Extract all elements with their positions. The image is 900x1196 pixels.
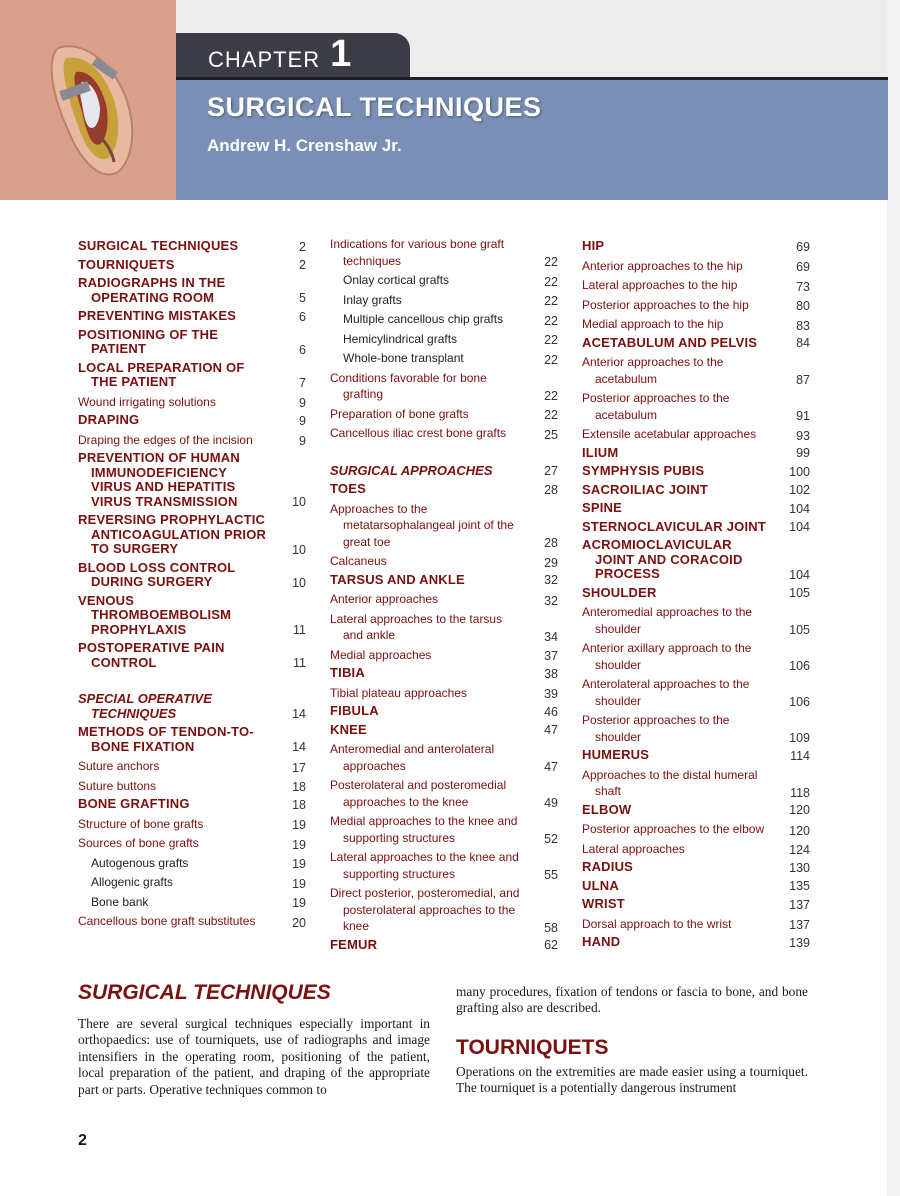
toc-entry-page: 6 — [299, 309, 306, 324]
toc-entry[interactable] — [582, 821, 810, 838]
toc-entry-page: 28 — [544, 536, 558, 550]
chapter-number: 1 — [330, 33, 352, 75]
toc-entry-page: 69 — [796, 260, 810, 274]
toc-entry-page: 104 — [789, 520, 810, 534]
chapter-author: Andrew H. Crenshaw Jr. — [207, 136, 402, 155]
toc-entry-title: Lateral approaches to the knee and supporting structures — [330, 850, 519, 881]
toc-column-2 — [330, 236, 558, 956]
toc-entry-title: Cancellous bone graft substitutes — [78, 914, 256, 928]
toc-entry[interactable] — [78, 561, 306, 590]
toc-entry[interactable] — [78, 797, 306, 812]
toc-entry-page: 9 — [299, 413, 306, 428]
toc-entry-title: Allogenic grafts — [91, 875, 174, 889]
toc-entry-title: SURGICAL APPROACHES — [330, 462, 493, 478]
toc-entry[interactable] — [330, 553, 558, 570]
toc-entry-page: 47 — [544, 723, 558, 737]
toc-entry-title: ULNA — [582, 877, 619, 893]
toc-entry-page: 69 — [796, 239, 810, 254]
toc-entry-page: 106 — [789, 695, 810, 709]
page-edge-strip — [887, 0, 900, 1196]
toc-entry[interactable] — [78, 855, 306, 872]
toc-entry-page: 73 — [796, 279, 810, 294]
toc-entry-title: Extensile acetabular approaches — [582, 427, 757, 441]
toc-entry-page: 120 — [789, 803, 810, 817]
toc-entry-page: 47 — [544, 760, 558, 774]
toc-entry-page: 135 — [789, 879, 810, 893]
toc-entry[interactable] — [330, 777, 558, 810]
toc-entry-title: RADIOGRAPHS IN THE OPERATING ROOM — [78, 275, 226, 305]
toc-entry-page: 106 — [789, 659, 810, 673]
surgical-exposure-illustration — [0, 0, 176, 200]
toc-entry-page: 38 — [544, 666, 558, 681]
toc-entry-title: Posterior approaches to the hip — [582, 297, 749, 312]
toc-entry-page: 11 — [293, 656, 306, 670]
toc-entry[interactable] — [78, 594, 306, 638]
toc-entry[interactable] — [582, 841, 810, 858]
toc-entry-title: Dorsal approach to the wrist — [582, 916, 732, 931]
toc-entry-page: 14 — [292, 707, 306, 721]
toc-entry-page: 137 — [789, 897, 810, 912]
toc-entry[interactable] — [582, 426, 810, 443]
toc-entry[interactable] — [78, 874, 306, 891]
toc-entry-title: Structure of bone grafts — [78, 816, 204, 831]
toc-entry-title: PREVENTING MISTAKES — [78, 308, 237, 323]
toc-entry-title: HAND — [582, 934, 621, 949]
toc-entry-page: 32 — [544, 593, 558, 608]
toc-entry[interactable] — [78, 258, 306, 273]
toc-entry-page: 18 — [292, 797, 306, 812]
toc-entry-title: ACETABULUM AND PELVIS — [582, 334, 758, 350]
toc-entry[interactable] — [330, 666, 558, 681]
toc-entry-title: PREVENTION OF HUMAN IMMUNODEFICIENCY VIRUS AND HEPATITIS VIRUS TRANSMISSION — [78, 450, 240, 509]
toc-entry-page: 10 — [292, 495, 306, 509]
toc-entry[interactable] — [582, 640, 810, 673]
toc-entry[interactable] — [330, 425, 558, 442]
paragraph-intro-continued: many procedures, fixation of tendons or fascia to bone, and bone grafting also are described. — [456, 984, 808, 1016]
toc-entry[interactable] — [330, 647, 558, 664]
toc-entry-page: 99 — [796, 446, 810, 460]
toc-entry[interactable] — [78, 725, 306, 754]
toc-entry[interactable] — [330, 573, 558, 588]
toc-entry[interactable] — [330, 292, 558, 309]
header-rule — [176, 77, 888, 80]
toc-entry[interactable] — [78, 361, 306, 390]
section-heading-tourniquets: TOURNIQUETS — [456, 1036, 609, 1059]
toc-entry-page: 2 — [299, 258, 306, 272]
toc-entry-title: RADIUS — [582, 859, 634, 874]
toc-entry-title: Onlay cortical grafts — [343, 273, 450, 287]
toc-entry-title: SPINE — [582, 500, 623, 515]
toc-entry-title: Approaches to the distal humeral shaft — [582, 767, 758, 798]
toc-entry-page: 25 — [544, 427, 558, 442]
toc-entry[interactable] — [582, 916, 810, 933]
toc-entry-title: Posterolateral and posteromedial approaches to the knee — [330, 778, 507, 809]
toc-entry[interactable] — [582, 354, 810, 387]
toc-entry-title: Lateral approaches to the tarsus and ankle — [330, 611, 503, 642]
toc-entry-page: 37 — [544, 649, 558, 663]
toc-entry-page: 19 — [292, 818, 306, 832]
toc-entry-page: 19 — [292, 837, 306, 852]
toc-entry[interactable] — [330, 704, 558, 719]
toc-entry-title: TOES — [330, 481, 366, 496]
toc-entry[interactable] — [330, 723, 558, 738]
toc-entry-title: SYMPHYSIS PUBIS — [582, 463, 705, 478]
toc-entry-title: TOURNIQUETS — [78, 256, 175, 272]
toc-entry[interactable] — [582, 297, 810, 314]
toc-entry[interactable] — [330, 813, 558, 846]
toc-entry[interactable] — [330, 236, 558, 269]
toc-entry-page: 109 — [789, 731, 810, 745]
toc-entry-page: 84 — [796, 336, 810, 350]
toc-entry[interactable] — [582, 239, 810, 254]
toc-entry-title: Suture anchors — [78, 759, 160, 773]
toc-entry-page: 6 — [299, 342, 306, 357]
toc-entry[interactable] — [330, 482, 558, 497]
toc-entry-page: 29 — [544, 555, 558, 570]
toc-entry-title: Calcaneus — [330, 554, 387, 568]
toc-entry-title: TIBIA — [330, 665, 365, 680]
toc-entry-title: SURGICAL TECHNIQUES — [78, 238, 239, 253]
toc-entry[interactable] — [582, 676, 810, 709]
toc-entry-page: 28 — [544, 482, 558, 497]
toc-entry[interactable] — [582, 935, 810, 950]
toc-entry-page: 87 — [796, 373, 810, 387]
toc-entry-title: HUMERUS — [582, 747, 650, 762]
toc-entry-page: 22 — [544, 333, 558, 347]
toc-entry-title: Posterior approaches to the acetabulum — [582, 391, 730, 422]
toc-entry-page: 10 — [292, 542, 306, 557]
toc-entry-title: ACROMIOCLAVICULAR JOINT AND CORACOID PROCESS — [582, 537, 743, 581]
toc-entry-title: Anterior approaches — [330, 592, 439, 606]
toc-entry-page: 55 — [544, 868, 558, 882]
toc-entry-page: 22 — [544, 274, 558, 289]
toc-entry-page: 22 — [544, 294, 558, 308]
toc-entry-page: 19 — [292, 896, 306, 910]
toc-entry-title: REVERSING PROPHYLACTIC ANTICOAGULATION PRIOR TO SURGERY — [78, 512, 267, 556]
toc-entry-title: KNEE — [330, 721, 367, 737]
toc-entry[interactable] — [330, 331, 558, 348]
toc-entry-page: 62 — [544, 938, 558, 952]
paragraph-intro: There are several surgical techniques especially important in orthopaedics: use of tourniquets, use of radiographs and image intensifiers in the operating room, positioning of the patient, local preparation of the patient, and draping of the appropriate part or parts. Operative techniques common to — [78, 1016, 430, 1097]
toc-entry[interactable] — [330, 741, 558, 774]
toc-entry-title: Posterior approaches to the elbow — [582, 822, 765, 836]
chapter-tab — [176, 33, 410, 77]
toc-entry-title: Direct posterior, posteromedial, and posterolateral approaches to the knee — [330, 886, 520, 933]
toc-entry-page: 105 — [789, 623, 810, 637]
toc-entry[interactable] — [330, 591, 558, 608]
toc-entry-title: WRIST — [582, 896, 625, 911]
toc-entry-title: FIBULA — [330, 703, 379, 718]
toc-entry[interactable] — [78, 641, 306, 670]
toc-entry[interactable] — [582, 586, 810, 601]
toc-entry[interactable] — [78, 432, 306, 449]
toc-entry-page: 5 — [299, 291, 306, 305]
toc-entry-title: DRAPING — [78, 412, 140, 427]
toc-entry-title: Wound irrigating solutions — [78, 394, 216, 409]
toc-entry[interactable] — [78, 758, 306, 775]
toc-entry[interactable] — [78, 913, 306, 930]
toc-entry-page: 22 — [544, 388, 558, 403]
toc-entry-title: Conditions favorable for bone grafting — [330, 370, 487, 401]
toc-entry-title: Tibial plateau approaches — [330, 685, 467, 700]
toc-entry-page: 52 — [544, 832, 558, 846]
toc-entry[interactable] — [330, 611, 558, 644]
toc-entry[interactable] — [78, 778, 306, 795]
toc-entry-title: Preparation of bone grafts — [330, 406, 469, 421]
toc-entry[interactable] — [330, 885, 558, 935]
toc-entry-title: METHODS OF TENDON-TO-BONE FIXATION — [78, 724, 254, 754]
toc-entry[interactable] — [582, 446, 810, 461]
toc-entry-page: 9 — [299, 396, 306, 410]
toc-entry[interactable] — [78, 451, 306, 509]
toc-entry[interactable] — [582, 897, 810, 912]
toc-entry-title: Hemicylindrical grafts — [343, 331, 458, 346]
toc-entry-page: 22 — [544, 313, 558, 328]
toc-entry-page: 104 — [789, 501, 810, 516]
toc-entry[interactable] — [330, 938, 558, 953]
toc-entry[interactable] — [582, 767, 810, 800]
toc-entry-page: 19 — [292, 876, 306, 891]
toc-entry-page: 104 — [789, 567, 810, 582]
toc-entry-page: 105 — [789, 586, 810, 600]
toc-entry[interactable] — [78, 394, 306, 411]
toc-entry-page: 139 — [789, 935, 810, 950]
toc-entry-title: Posterior approaches to the shoulder — [582, 713, 730, 744]
toc-entry-page: 11 — [293, 623, 306, 637]
toc-entry-page: 22 — [544, 352, 558, 367]
toc-entry[interactable] — [582, 464, 810, 479]
toc-entry-page: 20 — [292, 915, 306, 930]
toc-entry[interactable] — [582, 712, 810, 745]
toc-entry-title: POSTOPERATIVE PAIN CONTROL — [78, 640, 225, 670]
toc-entry-page: 80 — [796, 299, 810, 313]
toc-entry-page: 39 — [544, 687, 558, 701]
toc-entry-title: Sources of bone grafts — [78, 836, 199, 850]
toc-entry-page: 9 — [299, 434, 306, 448]
toc-entry-title: Cancellous iliac crest bone grafts — [330, 426, 507, 440]
toc-entry[interactable] — [78, 328, 306, 357]
toc-entry-page: 18 — [292, 780, 306, 794]
toc-entry-page: 49 — [544, 796, 558, 810]
section-heading-surgical-techniques: SURGICAL TECHNIQUES — [78, 981, 331, 1004]
toc-entry[interactable] — [330, 350, 558, 367]
toc-entry-title: Medial approach to the hip — [582, 317, 724, 331]
toc-entry-page: 102 — [789, 483, 810, 497]
toc-column-1 — [78, 236, 306, 933]
toc-entry-title: HIP — [582, 238, 605, 253]
toc-entry[interactable] — [582, 879, 810, 894]
toc-entry-title: Lateral approaches to the hip — [582, 278, 738, 292]
toc-entry-title: TARSUS AND ANKLE — [330, 571, 465, 587]
toc-entry[interactable] — [582, 483, 810, 498]
toc-entry-title: Suture buttons — [78, 778, 157, 793]
toc-entry-page: 22 — [544, 255, 558, 269]
toc-entry-title: Anteromedial and anterolateral approaches — [330, 742, 495, 773]
toc-entry-title: ELBOW — [582, 801, 632, 817]
toc-entry[interactable] — [582, 538, 810, 582]
toc-entry-title: Indications for various bone graft techniques — [330, 237, 505, 268]
toc-entry[interactable] — [78, 835, 306, 852]
toc-entry-page: 46 — [544, 704, 558, 719]
toc-entry-page: 22 — [544, 408, 558, 422]
toc-entry-page: 124 — [789, 843, 810, 857]
toc-entry-title: LOCAL PREPARATION OF THE PATIENT — [78, 359, 245, 389]
toc-entry[interactable] — [330, 501, 558, 551]
toc-entry-title: Draping the edges of the incision — [78, 432, 253, 447]
toc-entry[interactable] — [78, 276, 306, 305]
toc-entry-title: POSITIONING OF THE PATIENT — [78, 326, 219, 356]
toc-entry[interactable] — [582, 803, 810, 818]
toc-entry-page: 120 — [789, 823, 810, 838]
chapter-label: CHAPTER — [208, 47, 321, 72]
page-number: 2 — [78, 1132, 87, 1149]
toc-entry[interactable] — [330, 370, 558, 403]
toc-entry[interactable] — [582, 316, 810, 333]
toc-entry-page: 118 — [790, 785, 810, 800]
toc-entry-title: ILIUM — [582, 444, 619, 460]
toc-entry-page: 100 — [789, 464, 810, 479]
toc-entry-title: Medial approaches to the knee and supporting structures — [330, 814, 518, 845]
toc-entry[interactable] — [582, 390, 810, 423]
toc-entry[interactable] — [582, 604, 810, 637]
toc-entry[interactable] — [582, 748, 810, 763]
toc-entry-page: 19 — [292, 857, 306, 871]
toc-entry-page: 14 — [292, 740, 306, 754]
toc-entry-title: FEMUR — [330, 936, 378, 952]
toc-entry-page: 83 — [796, 318, 810, 333]
toc-entry-page: 130 — [789, 860, 810, 875]
toc-entry[interactable] — [582, 277, 810, 294]
toc-entry[interactable] — [78, 413, 306, 428]
toc-entry[interactable] — [78, 239, 306, 254]
toc-entry[interactable] — [330, 406, 558, 423]
toc-entry-title: BONE GRAFTING — [78, 796, 190, 811]
toc-entry-title: Anteromedial approaches to the shoulder — [582, 605, 753, 636]
toc-entry-page: 27 — [544, 464, 558, 478]
toc-entry-title: Anterior approaches to the hip — [582, 258, 743, 273]
toc-entry-page: 7 — [299, 375, 306, 390]
toc-entry[interactable] — [330, 272, 558, 289]
toc-entry[interactable] — [78, 513, 306, 557]
toc-entry-title: SHOULDER — [582, 584, 657, 600]
toc-entry-title: Bone bank — [91, 894, 149, 909]
toc-entry-title: SPECIAL OPERATIVE TECHNIQUES — [78, 691, 212, 721]
toc-entry[interactable] — [582, 336, 810, 351]
toc-entry[interactable] — [330, 464, 558, 479]
toc-entry-page: 32 — [544, 573, 558, 587]
toc-entry-title: Anterior approaches to the acetabulum — [582, 355, 724, 386]
toc-entry[interactable] — [582, 258, 810, 275]
toc-entry-title: Anterolateral approaches to the shoulder — [582, 677, 750, 708]
toc-entry[interactable] — [330, 849, 558, 882]
toc-entry[interactable] — [582, 520, 810, 535]
toc-entry-page: 137 — [789, 918, 810, 932]
toc-entry-page: 58 — [544, 920, 558, 935]
toc-entry[interactable] — [582, 501, 810, 516]
toc-entry[interactable] — [78, 309, 306, 324]
toc-entry[interactable] — [330, 685, 558, 702]
toc-entry-page: 91 — [796, 409, 810, 423]
toc-entry[interactable] — [582, 860, 810, 875]
toc-entry-title: Autogenous grafts — [91, 855, 189, 870]
toc-entry-page: 10 — [292, 575, 306, 590]
toc-entry-title: Anterior axillary approach to the shoulder — [582, 641, 752, 672]
toc-entry-page: 17 — [292, 760, 306, 775]
toc-entry-title: Multiple cancellous chip grafts — [343, 312, 504, 326]
toc-entry-page: 93 — [796, 428, 810, 443]
toc-entry-title: Whole-bone transplant — [343, 351, 464, 365]
chapter-title: SURGICAL TECHNIQUES — [207, 92, 542, 122]
toc-entry-title: STERNOCLAVICULAR JOINT — [582, 518, 766, 534]
toc-entry-title: BLOOD LOSS CONTROL DURING SURGERY — [78, 559, 236, 589]
toc-entry-title: Medial approaches — [330, 647, 432, 662]
toc-entry[interactable] — [78, 692, 306, 721]
toc-entry-title: Inlay grafts — [343, 292, 402, 307]
paragraph-tourniquets: Operations on the extremities are made easier using a tourniquet. The tourniquet is a potentially dangerous instrument — [456, 1064, 808, 1096]
chapter-illustration — [0, 0, 176, 200]
toc-column-3 — [582, 236, 810, 954]
toc-entry-page: 114 — [790, 748, 810, 763]
toc-entry[interactable] — [78, 894, 306, 911]
toc-entry-title: Approaches to the metatarsophalangeal joint of the great toe — [330, 501, 514, 549]
toc-entry-page: 2 — [299, 239, 306, 254]
toc-entry-title: Lateral approaches — [582, 841, 685, 856]
toc-entry-page: 34 — [544, 629, 558, 644]
toc-entry[interactable] — [330, 311, 558, 328]
toc-entry[interactable] — [78, 816, 306, 833]
toc-entry-title: VENOUS THROMBOEMBOLISM PROPHYLAXIS — [78, 592, 232, 637]
toc-entry-title: SACROILIAC JOINT — [582, 481, 708, 497]
